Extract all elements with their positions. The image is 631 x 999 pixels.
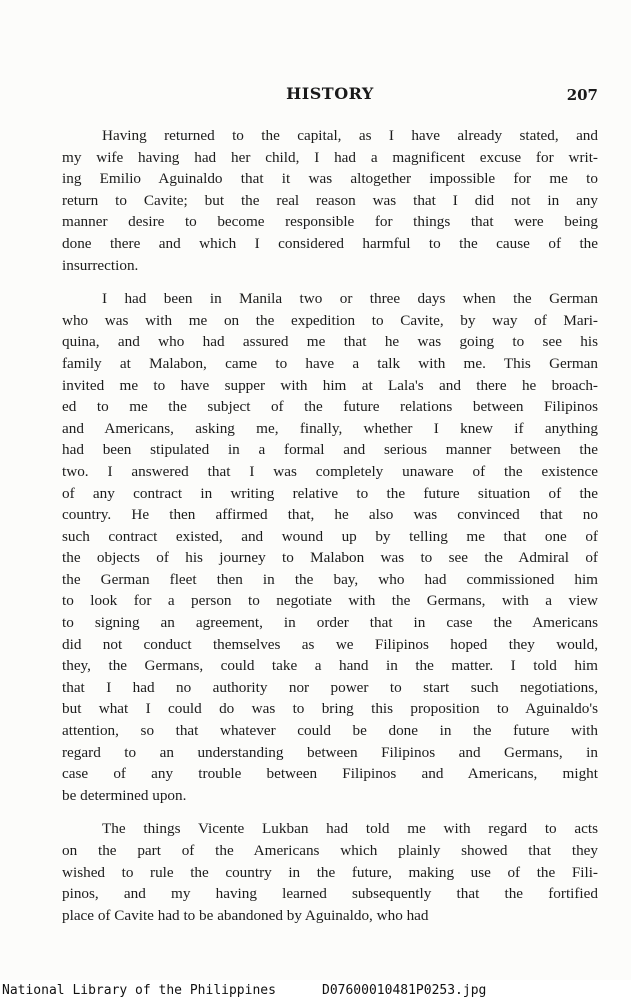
text-line: manner desire to become responsible for things that were being: [62, 213, 598, 231]
text-line: my wife having had her child, I had a magnificent excuse for writ-: [62, 148, 598, 166]
body-text: [62, 125, 598, 938]
image-filename: D07600010481P0253.jpg: [322, 983, 487, 998]
text-line: invited me to have supper with him at Lala's and there he broach-: [62, 376, 598, 394]
text-line: country. He then affirmed that, he also was convinced that no: [62, 506, 598, 524]
text-line: on the part of the Americans which plainly showed that they: [62, 842, 598, 859]
library-credit: National Library of the Philippines: [2, 983, 276, 998]
text-line: ed to me the subject of the future relations between Filipinos: [62, 398, 598, 416]
text-line: The things Vicente Lukban had told me with regard to acts: [102, 820, 598, 838]
text-line: wished to rule the country in the future, making use of the Fili-: [62, 863, 598, 881]
text-line: Having returned to the capital, as I have already stated, and: [102, 127, 598, 144]
text-line: return to Cavite; but the real reason was that I did not in any: [62, 191, 598, 209]
running-head: HISTORY: [286, 84, 374, 103]
text-line: regard to an understanding between Filipinos and Germans, in: [62, 743, 598, 761]
text-line: and Americans, asking me, finally, whether I knew if anything: [62, 419, 598, 437]
text-line: pinos, and my having learned subsequently that the fortified: [62, 885, 598, 903]
page-header: [62, 84, 598, 110]
paragraph: [62, 818, 598, 926]
text-line: ing Emilio Aguinaldo that it was altogether impossible for me to: [62, 170, 598, 188]
text-line: place of Cavite had to be abandoned by Aguinaldo, who had: [62, 906, 429, 924]
text-line: to look for a person to negotiate with the Germans, with a view: [62, 592, 598, 610]
paragraph: [62, 125, 598, 276]
text-line: that I had no authority nor power to start such negotiations,: [62, 678, 598, 696]
text-line: insurrection.: [62, 256, 139, 274]
text-line: they, the Germans, could take a hand in the matter. I told him: [62, 657, 598, 675]
paragraph: [62, 288, 598, 806]
page-number: 207: [566, 86, 598, 104]
text-line: quina, and who had assured me that he was going to see his: [62, 333, 598, 351]
text-line: done there and which I considered harmful to the cause of the: [62, 234, 598, 252]
scan-footer: [0, 982, 631, 999]
text-line: I had been in Manila two or three days when the German: [102, 290, 598, 308]
text-line: such contract existed, and wound up by telling me that one of: [62, 527, 598, 545]
text-line: but what I could do was to bring this proposition to Aguinaldo's: [62, 700, 598, 718]
text-line: of any contract in writing relative to the future situation of the: [62, 484, 598, 502]
text-line: did not conduct themselves as we Filipinos hoped they would,: [62, 635, 598, 653]
text-line: family at Malabon, came to have a talk with me. This German: [62, 354, 598, 372]
text-line: attention, so that whatever could be done in the future with: [62, 722, 598, 740]
text-line: two. I answered that I was completely unaware of the existence: [62, 462, 598, 480]
text-line: be determined upon.: [62, 786, 187, 804]
text-line: who was with me on the expedition to Cavite, by way of Mari-: [62, 311, 598, 329]
text-line: the German fleet then in the bay, who had commissioned him: [62, 570, 598, 588]
text-line: case of any trouble between Filipinos and Americans, might: [62, 765, 598, 783]
text-line: had been stipulated in a formal and serious manner between the: [62, 441, 598, 459]
text-line: the objects of his journey to Malabon was to see the Admiral of: [62, 549, 598, 567]
text-line: to signing an agreement, in order that in case the Americans: [62, 614, 598, 632]
